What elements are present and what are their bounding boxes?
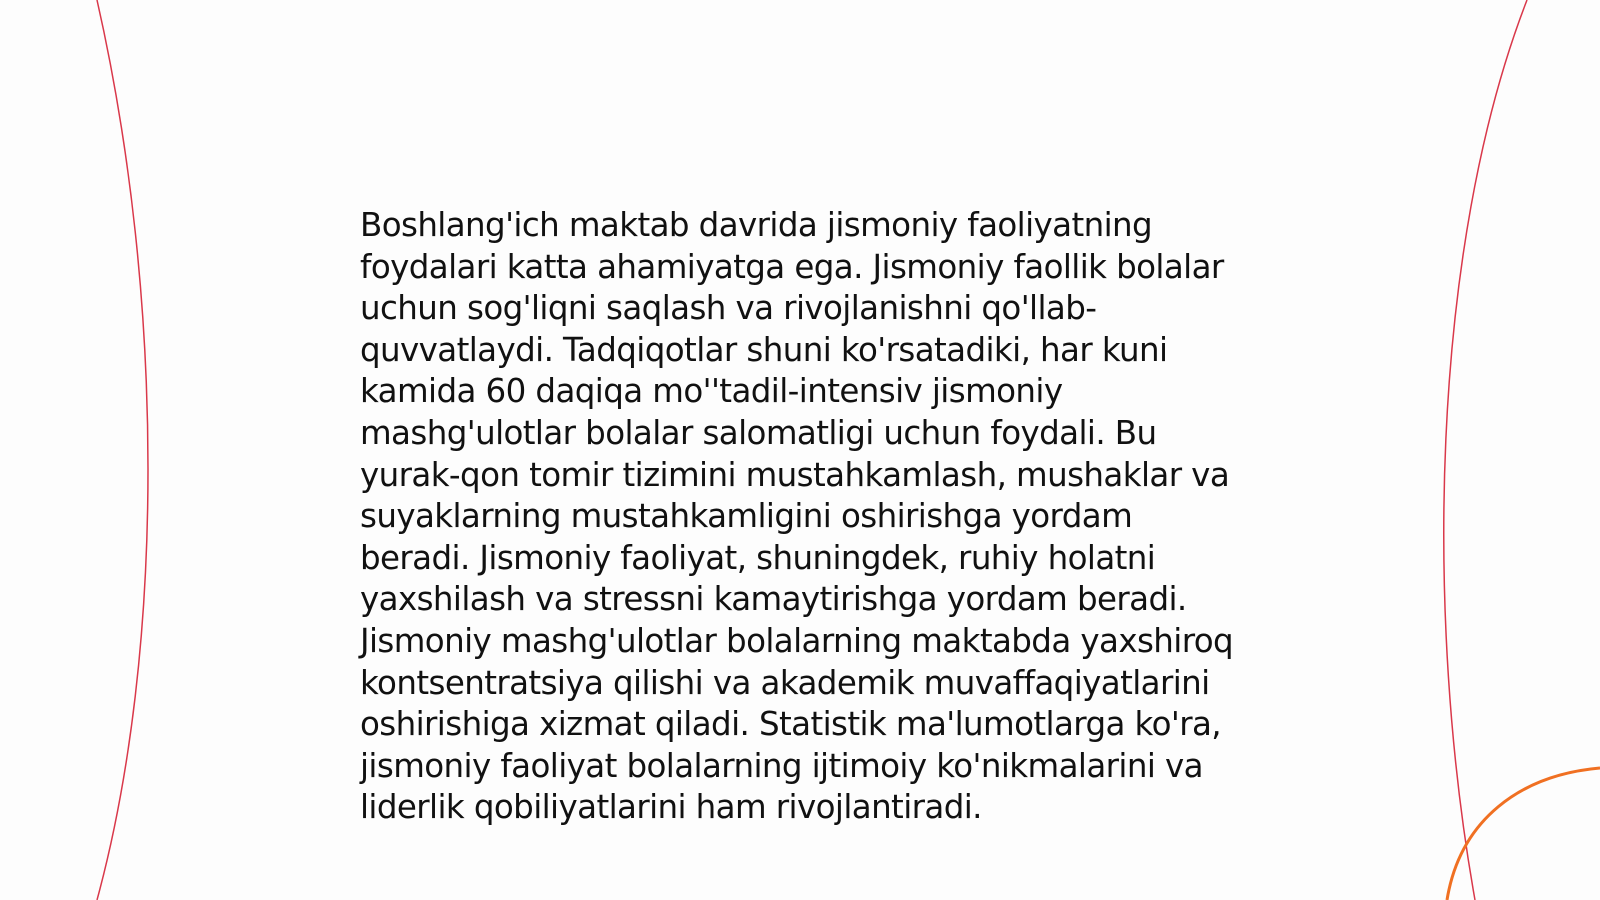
left-curve-line	[97, 0, 148, 900]
accent-arc	[1447, 768, 1600, 900]
right-curve-line	[1444, 0, 1527, 900]
body-paragraph: Boshlang'ich maktab davrida jismoniy faoliyatning foydalari katta ahamiyatga ega. Jismoniy faollik bolalar uchun sog'liqni saqlash va rivojlanishni qo'llab-quvvatlaydi. Tadqiqotlar shuni ko'rsatadiki, har kuni kamida 60 daqiqa mo''tadil-intensiv jismoniy mashg'ulotlar bolalar salomatligi uchun foydali. Bu yurak-qon tomir tizimini mustahkamlash, mushaklar va suyaklarning mustahkamligini oshirishga yordam beradi. Jismoniy faoliyat, shuningdek, ruhiy holatni yaxshilash va stressni kamaytirishga yordam beradi. Jismoniy mashg'ulotlar bolalarning maktabda yaxshiroq kontsentratsiya qilishi va akademik muvaffaqiyatlarini oshirishiga xizmat qiladi. Statistik ma'lumotlarga ko'ra, jismoniy faoliyat bolalarning ijtimoiy ko'nikmalarini va liderlik qobiliyatlarini ham rivojlantiradi.	[360, 206, 1234, 827]
